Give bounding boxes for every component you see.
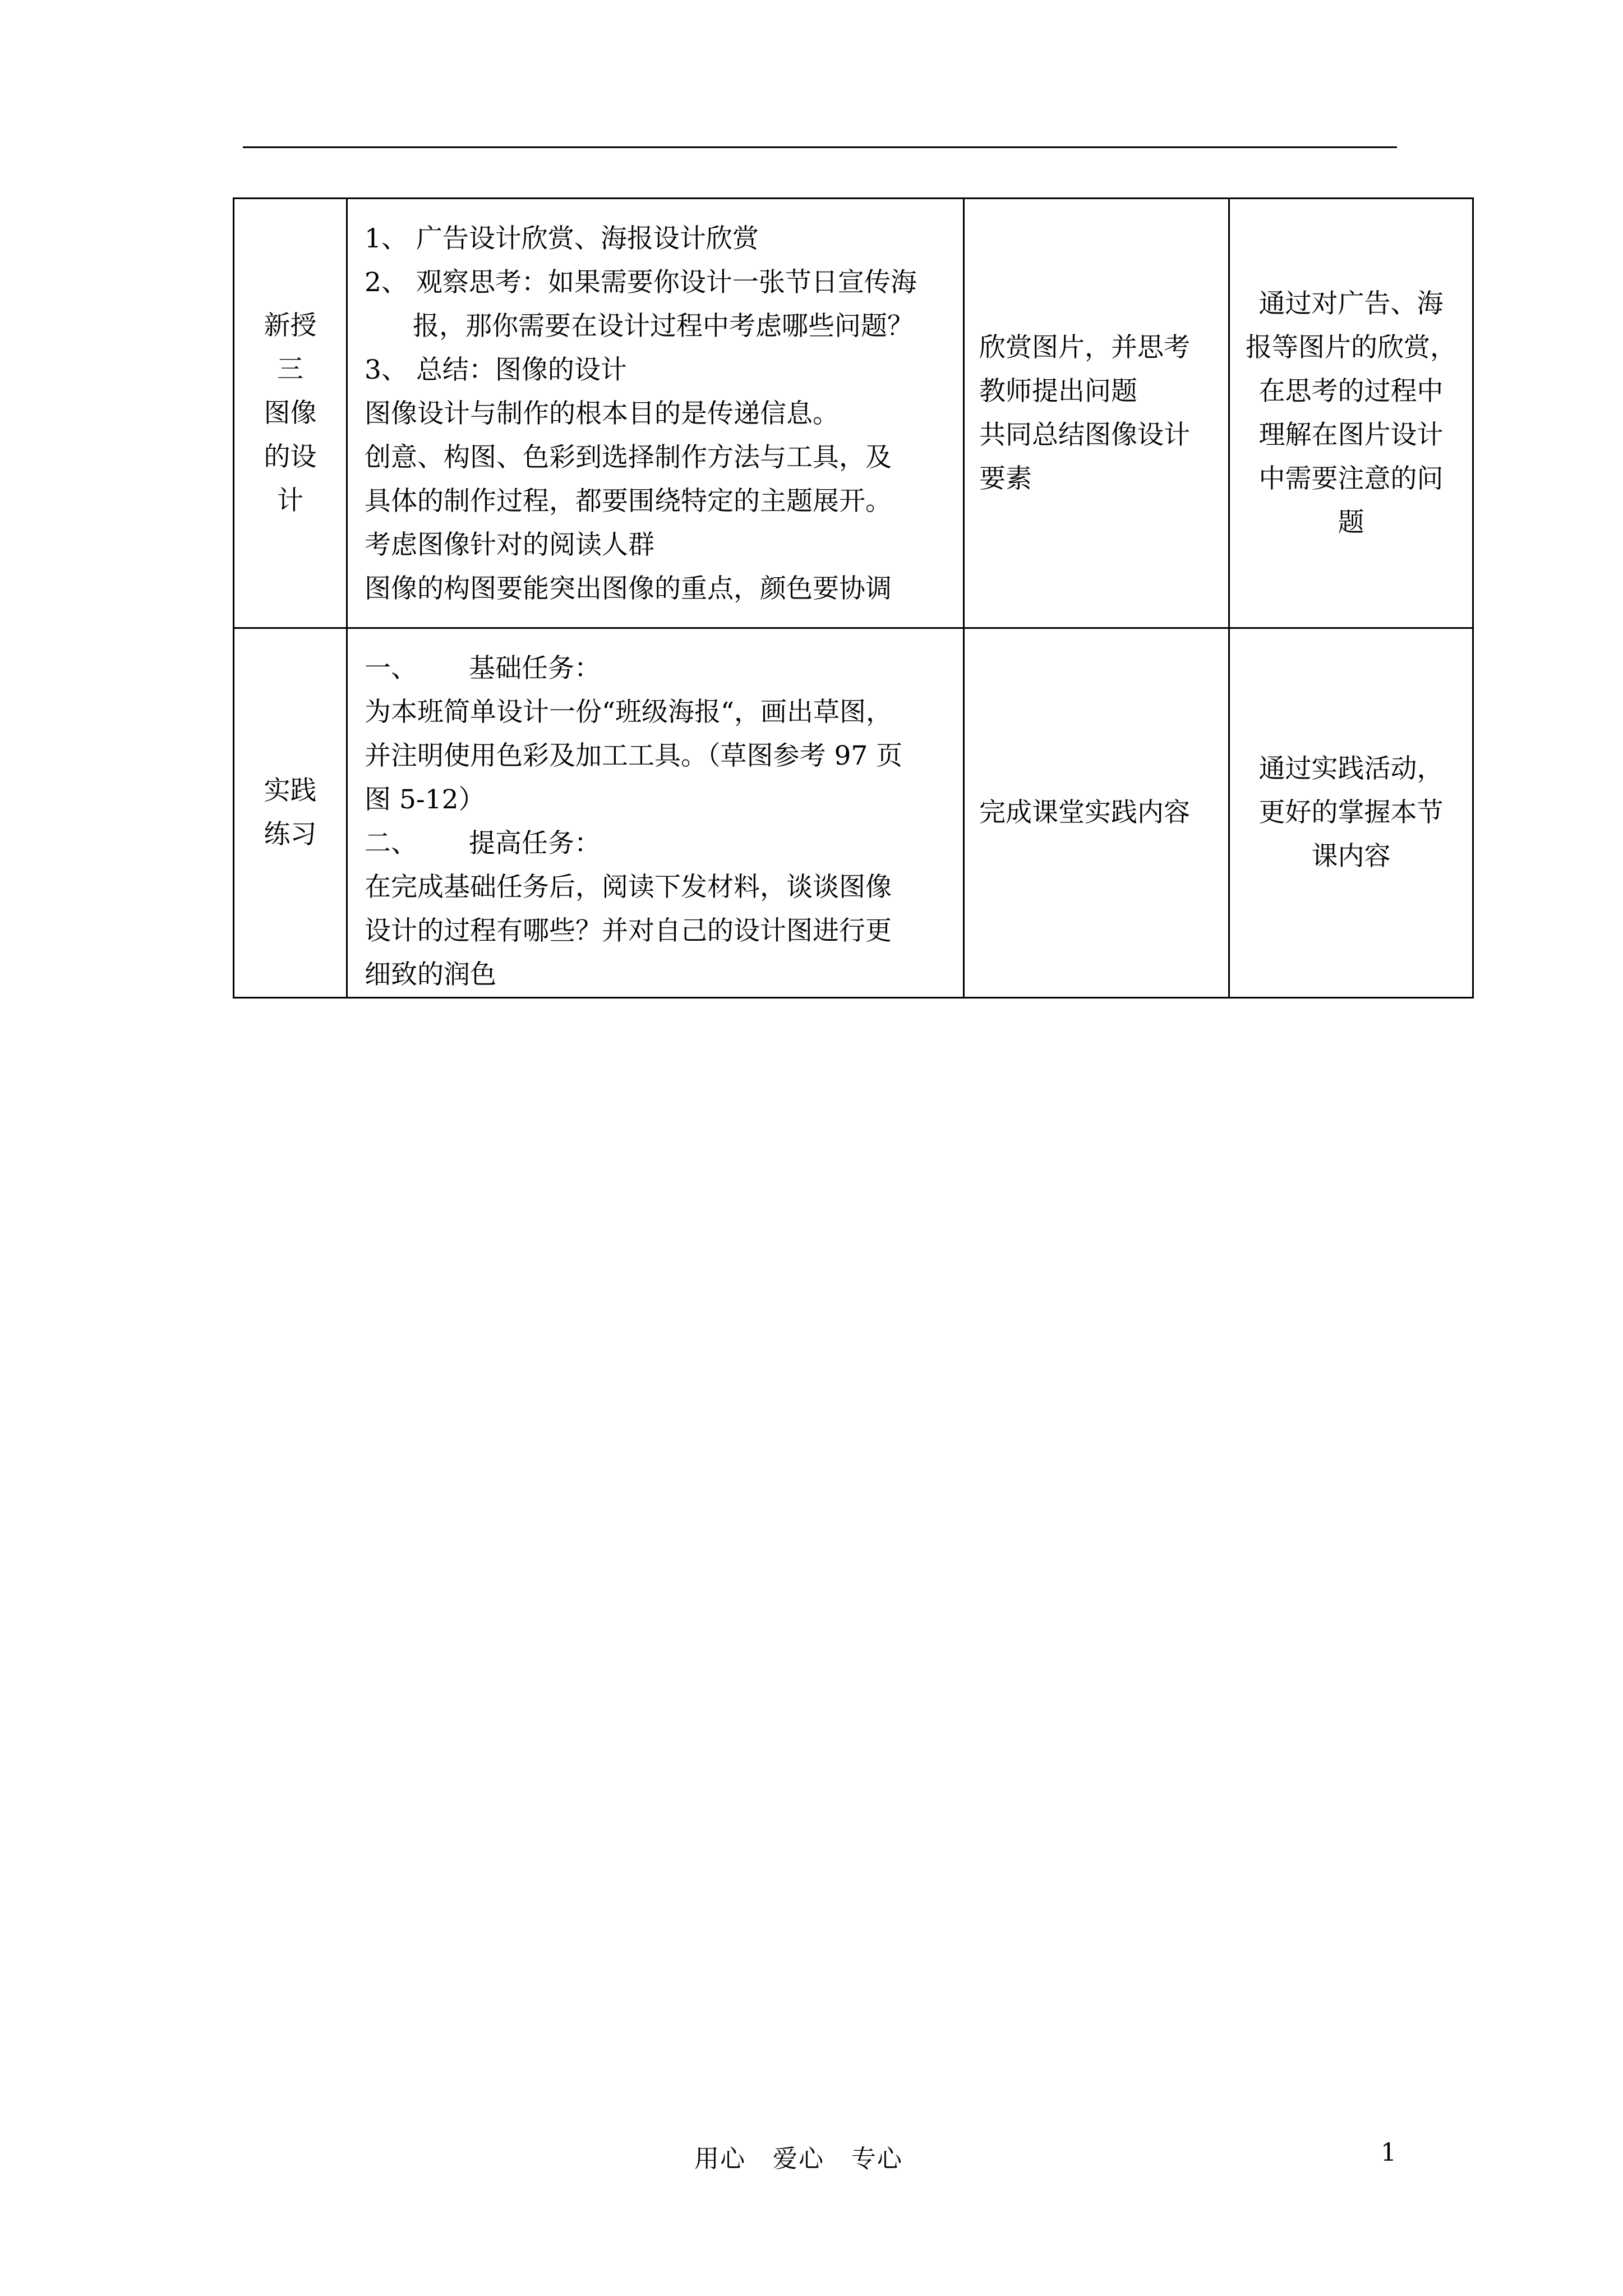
table-row <box>234 628 1473 998</box>
content-line <box>365 822 949 866</box>
stage-label: 三 <box>277 353 303 385</box>
content-line: 1、 广告设计欣赏、海报设计欣赏 <box>365 223 759 254</box>
content-line: 3、 总结：图像的设计 <box>365 355 627 385</box>
intent-line: 通过对广告、海 <box>1258 288 1444 319</box>
intent-line: 题 <box>1338 507 1364 538</box>
content-line: 并注明使用色彩及加工工具。（草图参考 97 页 <box>365 740 903 771</box>
stage-label: 实践 <box>264 775 317 806</box>
task-number: 二、 <box>365 828 417 859</box>
footer-motto: 用心 爱心 专心 <box>694 2145 903 2173</box>
stage-label: 新授 <box>264 310 317 341</box>
content-line: 报，那你需要在设计过程中考虑哪些问题？ <box>413 311 914 342</box>
task-number: 一、 <box>365 653 417 684</box>
activity-cell <box>964 628 1229 998</box>
stage-label: 图像 <box>264 397 317 429</box>
content-line: 在完成基础任务后，阅读下发材料，谈谈图像 <box>365 872 892 903</box>
task-title: 基础任务： <box>469 653 601 684</box>
content-line: 创意、构图、色彩到选择制作方法与工具，及 <box>365 442 892 473</box>
intent-line: 在思考的过程中 <box>1258 375 1444 407</box>
stage-label: 练习 <box>264 819 317 850</box>
intent-line: 报等图片的欣赏， <box>1246 332 1456 363</box>
activity-cell <box>964 199 1229 628</box>
stage-label: 计 <box>277 485 303 516</box>
stage-cell <box>234 628 347 998</box>
content-line: 细致的润色 <box>365 959 496 990</box>
content-line: 考虑图像针对的阅读人群 <box>365 530 654 560</box>
intent-cell <box>1229 199 1473 628</box>
content-line: 图 5-12） <box>365 784 485 815</box>
activity-line: 要素 <box>979 463 1032 494</box>
content-line: 图像设计与制作的根本目的是传递信息。 <box>365 398 839 429</box>
content-line: 2、 观察思考：如果需要你设计一张节日宣传海 <box>365 267 917 298</box>
stage-cell <box>234 199 347 628</box>
intent-line: 更好的掌握本节 <box>1258 797 1444 828</box>
content-line: 具体的制作过程，都要围绕特定的主题展开。 <box>365 486 892 517</box>
content-cell <box>347 628 964 998</box>
lesson-plan-table <box>233 197 1474 999</box>
activity-line: 教师提出问题 <box>979 375 1137 407</box>
intent-cell <box>1229 628 1473 998</box>
content-line: 设计的过程有哪些？并对自己的设计图进行更 <box>365 915 892 946</box>
activity-line: 欣赏图片，并思考 <box>979 332 1190 363</box>
activity-line: 完成课堂实践内容 <box>979 797 1190 828</box>
intent-line: 理解在图片设计 <box>1258 419 1444 450</box>
content-line: 图像的构图要能突出图像的重点，颜色要协调 <box>365 573 892 604</box>
activity-line: 共同总结图像设计 <box>979 419 1190 450</box>
stage-label: 的设 <box>264 441 317 472</box>
content-cell <box>347 199 964 628</box>
intent-line: 课内容 <box>1311 841 1391 872</box>
task-title: 提高任务： <box>469 828 601 859</box>
content-line: 为本班简单设计一份“班级海报“，画出草图， <box>365 697 893 728</box>
intent-line: 中需要注意的问 <box>1258 463 1444 494</box>
page-number: 1 <box>1381 2138 1396 2167</box>
header-rule <box>243 146 1397 148</box>
table-row <box>234 199 1473 628</box>
content-line <box>365 647 949 691</box>
intent-line: 通过实践活动， <box>1258 753 1444 784</box>
